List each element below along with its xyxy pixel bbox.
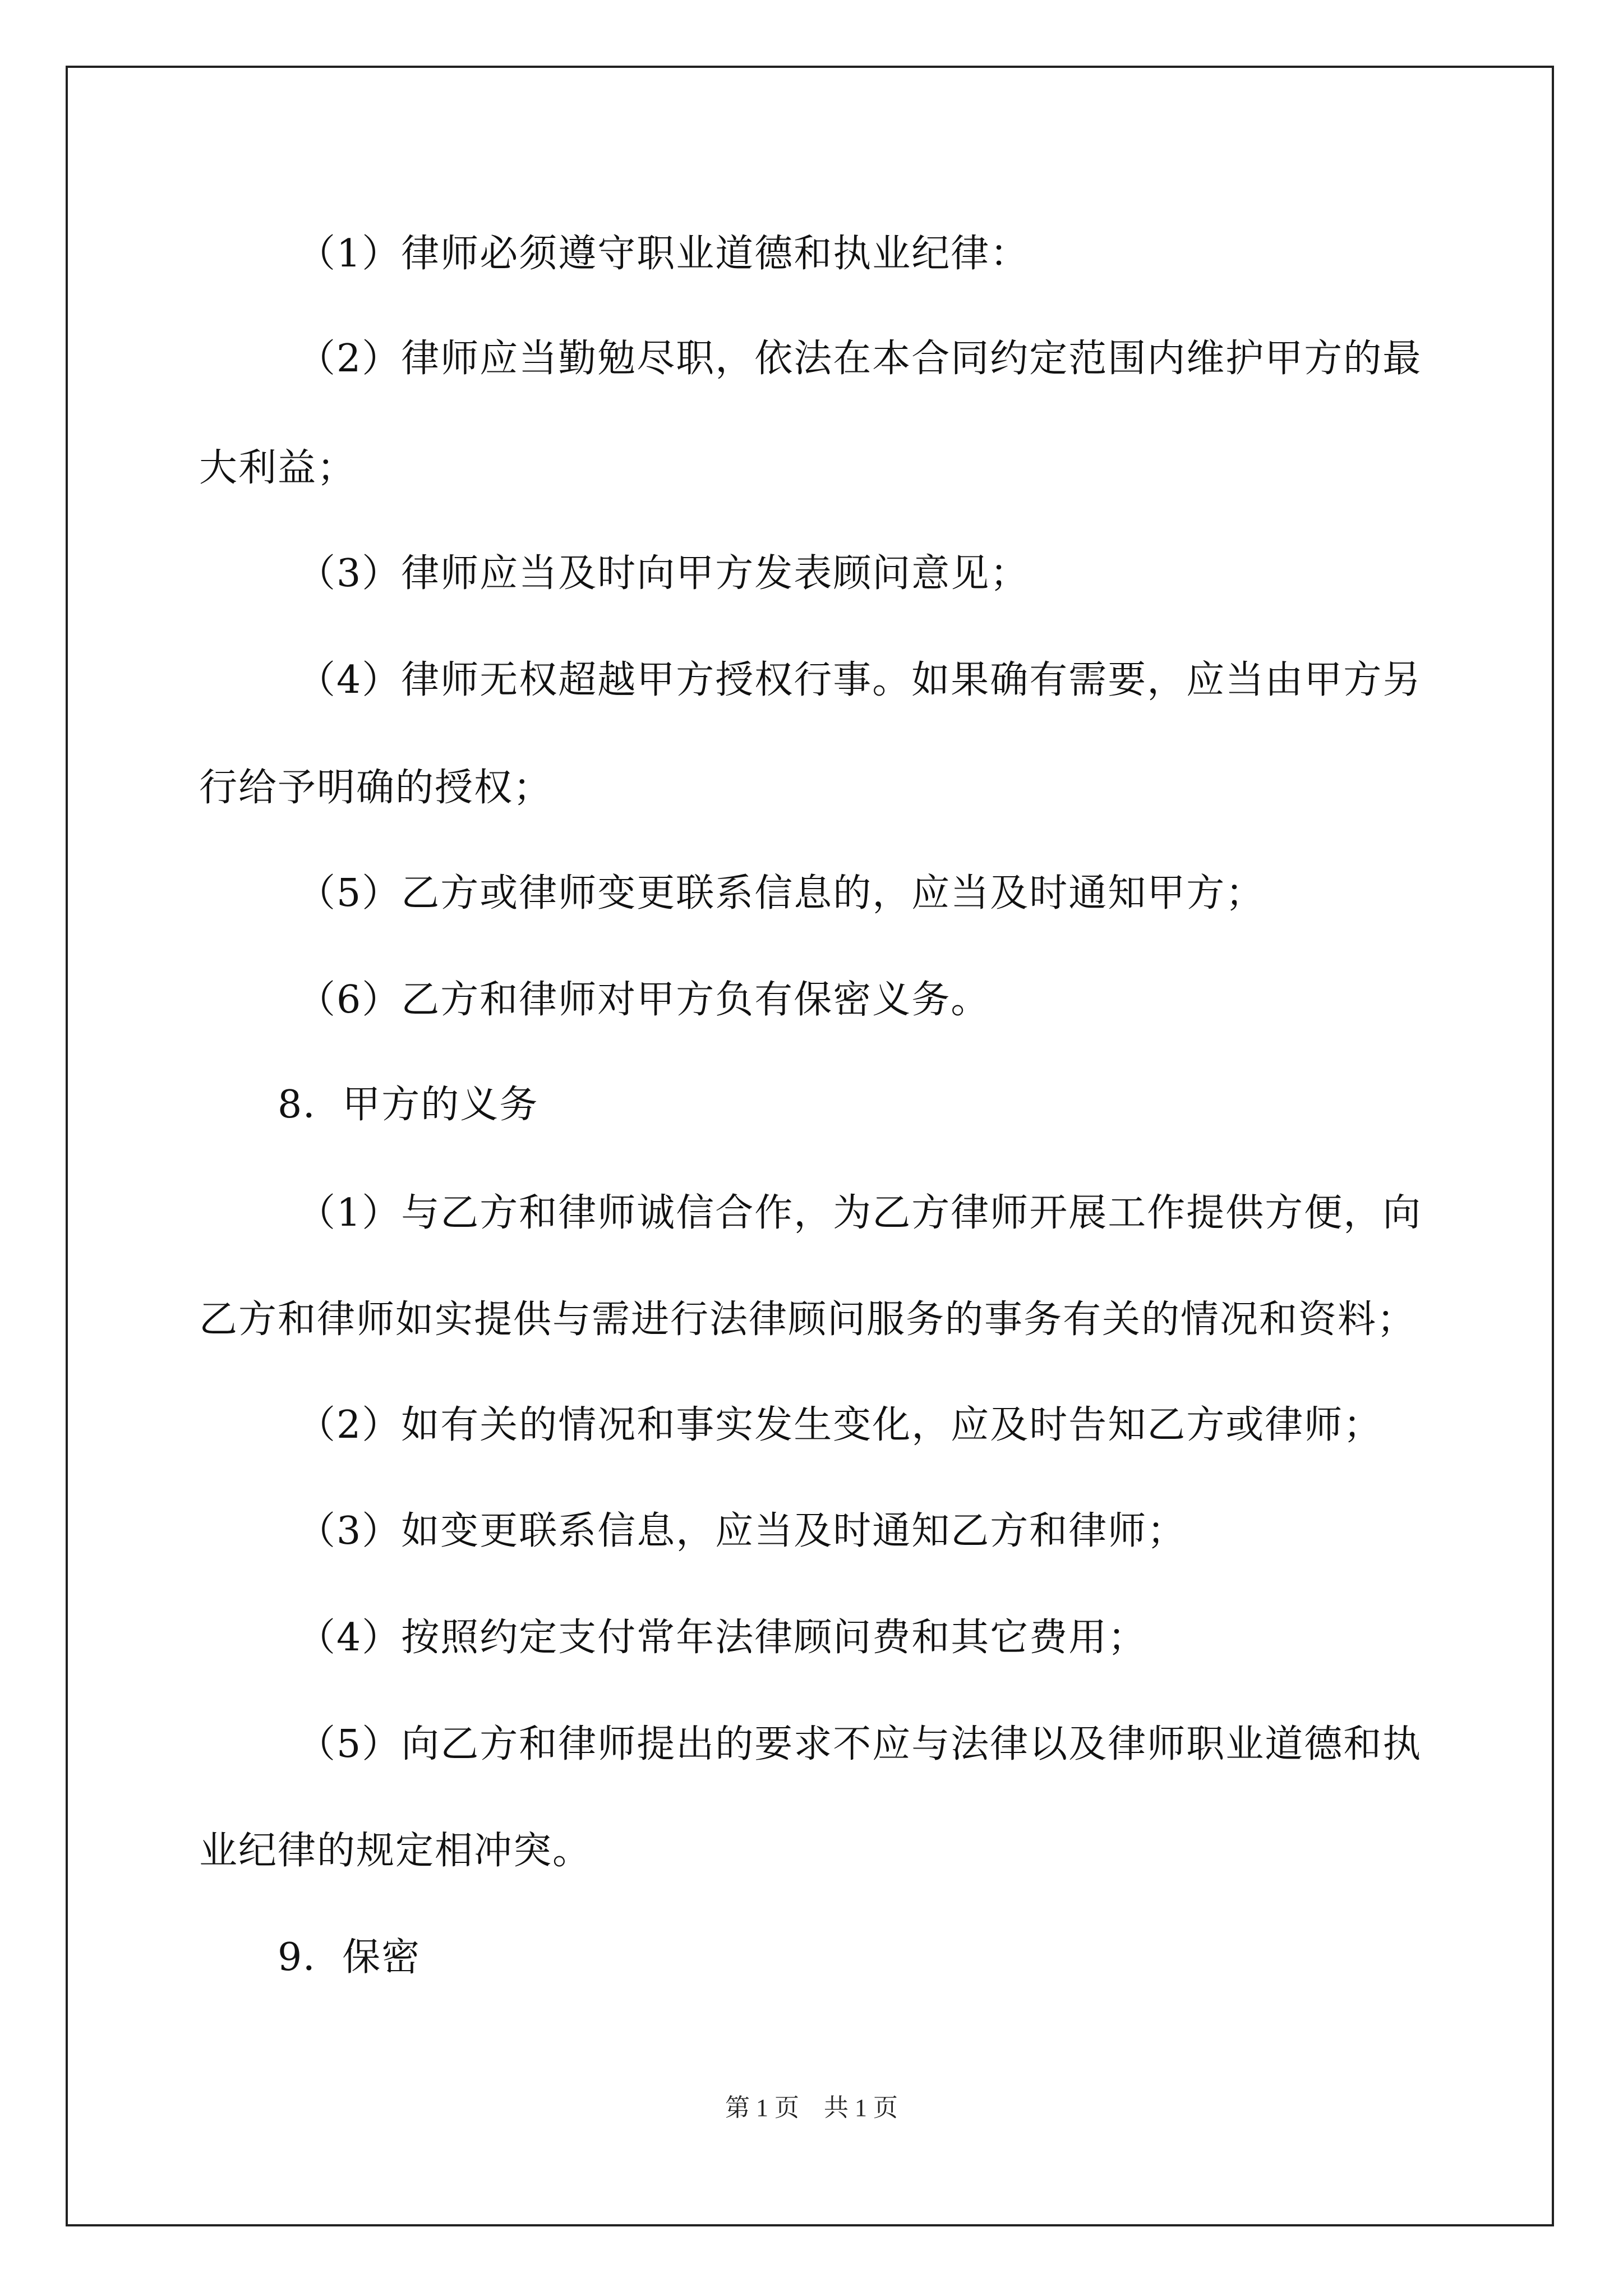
section-9-heading: 9．保密 (278, 1935, 421, 1980)
clause-7-6: （6）乙方和律师对甲方负有保密义务。 (297, 978, 990, 1022)
page-border (66, 66, 1554, 2226)
clause-8-4: （4）按照约定支付常年法律顾问费和其它费用； (297, 1616, 1147, 1660)
page-footer: 第 1 页 共 1 页 (725, 2094, 898, 2122)
clause-7-4: （4）律师无权超越甲方授权行事。如果确有需要，应当由甲方另 (297, 658, 1422, 702)
clause-8-2: （2）如有关的情况和事实发生变化，应及时告知乙方或律师； (297, 1403, 1383, 1447)
clause-7-3: （3）律师应当及时向甲方发表顾问意见； (297, 551, 1030, 596)
clause-7-4-continued: 行给予明确的授权； (199, 766, 553, 810)
clause-7-5: （5）乙方或律师变更联系信息的，应当及时通知甲方； (297, 871, 1265, 915)
clause-8-1-continued: 乙方和律师如实提供与需进行法律顾问服务的事务有关的情况和资料； (199, 1297, 1417, 1342)
clause-8-5-continued: 业纪律的规定相冲突。 (199, 1829, 592, 1873)
clause-8-5: （5）向乙方和律师提出的要求不应与法律以及律师职业道德和执 (297, 1722, 1422, 1766)
clause-8-3: （3）如变更联系信息，应当及时通知乙方和律师； (297, 1509, 1187, 1553)
clause-7-2: （2）律师应当勤勉尽职，依法在本合同约定范围内维护甲方的最 (297, 337, 1422, 381)
clause-8-1: （1）与乙方和律师诚信合作，为乙方律师开展工作提供方便，向 (297, 1191, 1422, 1235)
clause-7-2-continued: 大利益； (199, 446, 357, 490)
clause-7-1: （1）律师必须遵守职业道德和执业纪律： (297, 232, 1030, 276)
section-8-heading: 8．甲方的义务 (278, 1083, 539, 1127)
